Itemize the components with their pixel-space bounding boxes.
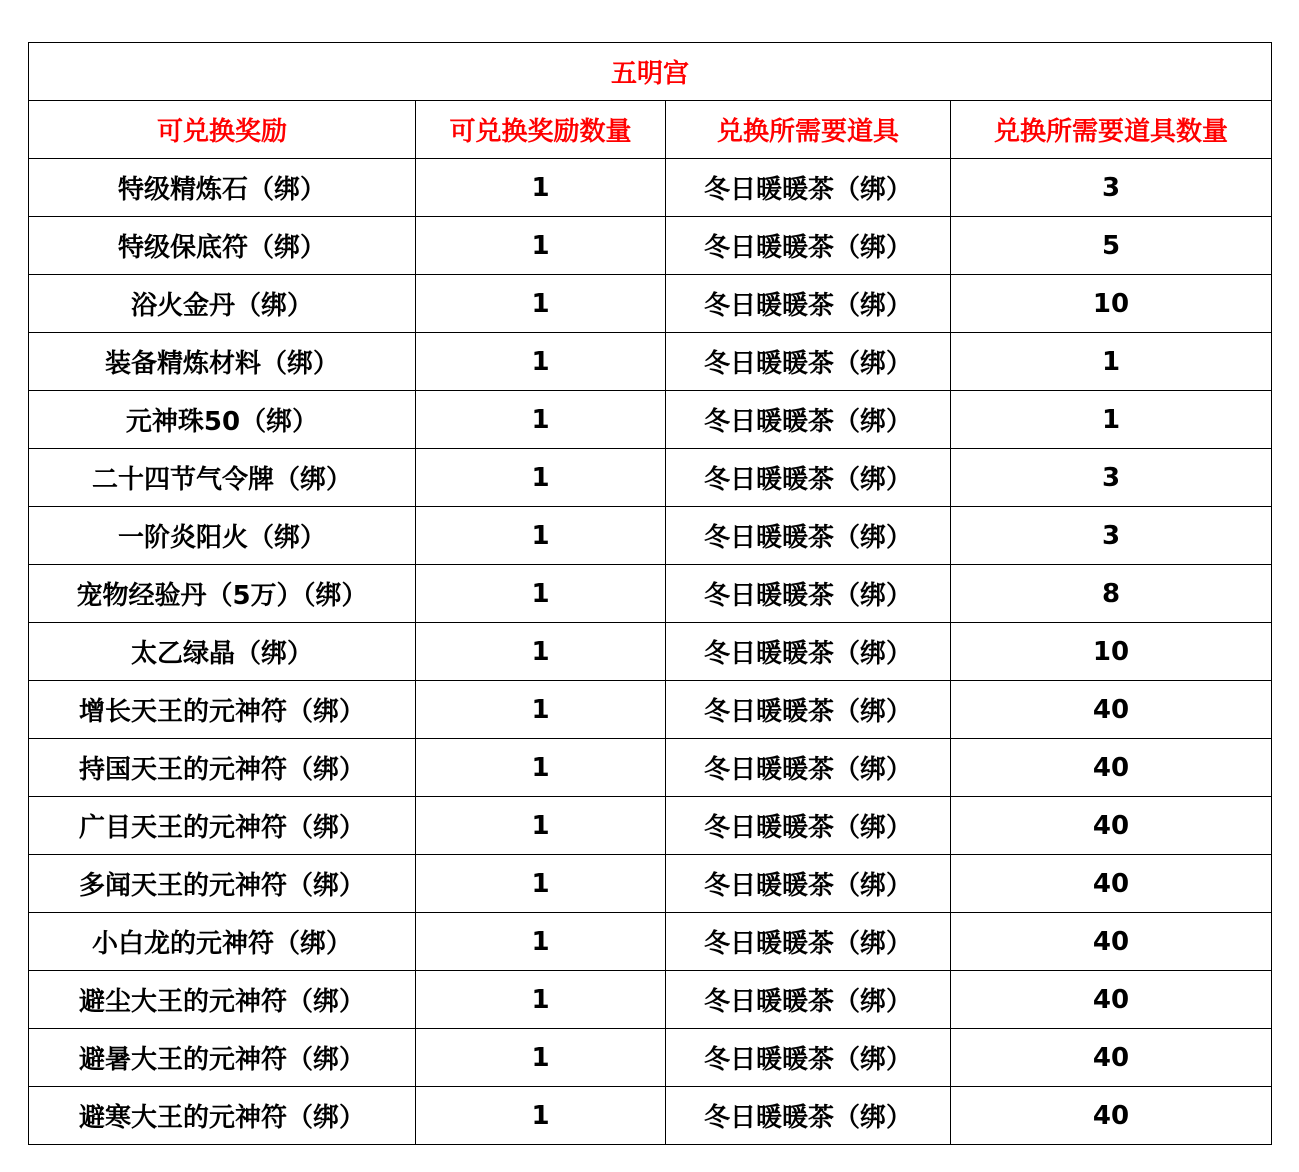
- reward-cell: 宠物经验丹（5万）（绑）: [29, 565, 416, 623]
- required-quantity-cell: 1: [951, 391, 1272, 449]
- reward-quantity-cell: 1: [416, 681, 666, 739]
- required-quantity-cell: 3: [951, 159, 1272, 217]
- exchange-table: [28, 42, 1272, 1145]
- reward-quantity-cell: 1: [416, 333, 666, 391]
- required-item-cell: 冬日暖暖茶（绑）: [666, 797, 951, 855]
- header-required-item: 兑换所需要道具: [666, 101, 951, 159]
- table-row: [29, 797, 1272, 855]
- required-item-cell: 冬日暖暖茶（绑）: [666, 1087, 951, 1145]
- reward-cell: 太乙绿晶（绑）: [29, 623, 416, 681]
- header-row: [29, 101, 1272, 159]
- table-row: [29, 507, 1272, 565]
- table-row: [29, 971, 1272, 1029]
- required-quantity-cell: 40: [951, 739, 1272, 797]
- reward-cell: 避暑大王的元神符（绑）: [29, 1029, 416, 1087]
- reward-quantity-cell: 1: [416, 855, 666, 913]
- reward-cell: 特级精炼石（绑）: [29, 159, 416, 217]
- reward-quantity-cell: 1: [416, 449, 666, 507]
- reward-cell: 多闻天王的元神符（绑）: [29, 855, 416, 913]
- reward-quantity-cell: 1: [416, 159, 666, 217]
- header-reward-quantity: 可兑换奖励数量: [416, 101, 666, 159]
- reward-quantity-cell: 1: [416, 565, 666, 623]
- required-item-cell: 冬日暖暖茶（绑）: [666, 217, 951, 275]
- reward-cell: 装备精炼材料（绑）: [29, 333, 416, 391]
- reward-quantity-cell: 1: [416, 1087, 666, 1145]
- required-quantity-cell: 10: [951, 275, 1272, 333]
- required-quantity-cell: 3: [951, 449, 1272, 507]
- required-quantity-cell: 40: [951, 855, 1272, 913]
- reward-quantity-cell: 1: [416, 275, 666, 333]
- required-item-cell: 冬日暖暖茶（绑）: [666, 449, 951, 507]
- required-quantity-cell: 40: [951, 971, 1272, 1029]
- reward-quantity-cell: 1: [416, 1029, 666, 1087]
- reward-cell: 二十四节气令牌（绑）: [29, 449, 416, 507]
- required-item-cell: 冬日暖暖茶（绑）: [666, 565, 951, 623]
- table-row: [29, 913, 1272, 971]
- reward-cell: 广目天王的元神符（绑）: [29, 797, 416, 855]
- reward-cell: 一阶炎阳火（绑）: [29, 507, 416, 565]
- required-quantity-cell: 1: [951, 333, 1272, 391]
- required-quantity-cell: 40: [951, 913, 1272, 971]
- required-item-cell: 冬日暖暖茶（绑）: [666, 275, 951, 333]
- reward-quantity-cell: 1: [416, 217, 666, 275]
- required-quantity-cell: 8: [951, 565, 1272, 623]
- reward-cell: 增长天王的元神符（绑）: [29, 681, 416, 739]
- required-quantity-cell: 3: [951, 507, 1272, 565]
- table-row: [29, 1087, 1272, 1145]
- reward-cell: 小白龙的元神符（绑）: [29, 913, 416, 971]
- reward-cell: 元神珠50（绑）: [29, 391, 416, 449]
- required-item-cell: 冬日暖暖茶（绑）: [666, 159, 951, 217]
- required-quantity-cell: 40: [951, 1029, 1272, 1087]
- required-quantity-cell: 40: [951, 797, 1272, 855]
- required-item-cell: 冬日暖暖茶（绑）: [666, 507, 951, 565]
- required-quantity-cell: 40: [951, 1087, 1272, 1145]
- reward-cell: 持国天王的元神符（绑）: [29, 739, 416, 797]
- reward-cell: 避寒大王的元神符（绑）: [29, 1087, 416, 1145]
- required-item-cell: 冬日暖暖茶（绑）: [666, 739, 951, 797]
- required-item-cell: 冬日暖暖茶（绑）: [666, 1029, 951, 1087]
- title-row: [29, 43, 1272, 101]
- required-item-cell: 冬日暖暖茶（绑）: [666, 681, 951, 739]
- table-row: [29, 681, 1272, 739]
- table-row: [29, 739, 1272, 797]
- reward-quantity-cell: 1: [416, 913, 666, 971]
- header-required-quantity: 兑换所需要道具数量: [951, 101, 1272, 159]
- table-row: [29, 333, 1272, 391]
- table-row: [29, 855, 1272, 913]
- table-row: [29, 275, 1272, 333]
- reward-quantity-cell: 1: [416, 391, 666, 449]
- required-item-cell: 冬日暖暖茶（绑）: [666, 623, 951, 681]
- reward-quantity-cell: 1: [416, 971, 666, 1029]
- required-quantity-cell: 10: [951, 623, 1272, 681]
- required-quantity-cell: 5: [951, 217, 1272, 275]
- reward-cell: 特级保底符（绑）: [29, 217, 416, 275]
- required-item-cell: 冬日暖暖茶（绑）: [666, 391, 951, 449]
- required-item-cell: 冬日暖暖茶（绑）: [666, 333, 951, 391]
- table-title: 五明宫: [29, 43, 1272, 101]
- header-reward: 可兑换奖励: [29, 101, 416, 159]
- required-item-cell: 冬日暖暖茶（绑）: [666, 855, 951, 913]
- reward-quantity-cell: 1: [416, 797, 666, 855]
- reward-quantity-cell: 1: [416, 623, 666, 681]
- table-row: [29, 217, 1272, 275]
- table-row: [29, 449, 1272, 507]
- table-body: [29, 159, 1272, 1145]
- required-item-cell: 冬日暖暖茶（绑）: [666, 913, 951, 971]
- table-row: [29, 1029, 1272, 1087]
- required-quantity-cell: 40: [951, 681, 1272, 739]
- reward-cell: 浴火金丹（绑）: [29, 275, 416, 333]
- reward-quantity-cell: 1: [416, 739, 666, 797]
- required-item-cell: 冬日暖暖茶（绑）: [666, 971, 951, 1029]
- table-row: [29, 623, 1272, 681]
- table-row: [29, 391, 1272, 449]
- table-row: [29, 565, 1272, 623]
- reward-quantity-cell: 1: [416, 507, 666, 565]
- table-row: [29, 159, 1272, 217]
- reward-cell: 避尘大王的元神符（绑）: [29, 971, 416, 1029]
